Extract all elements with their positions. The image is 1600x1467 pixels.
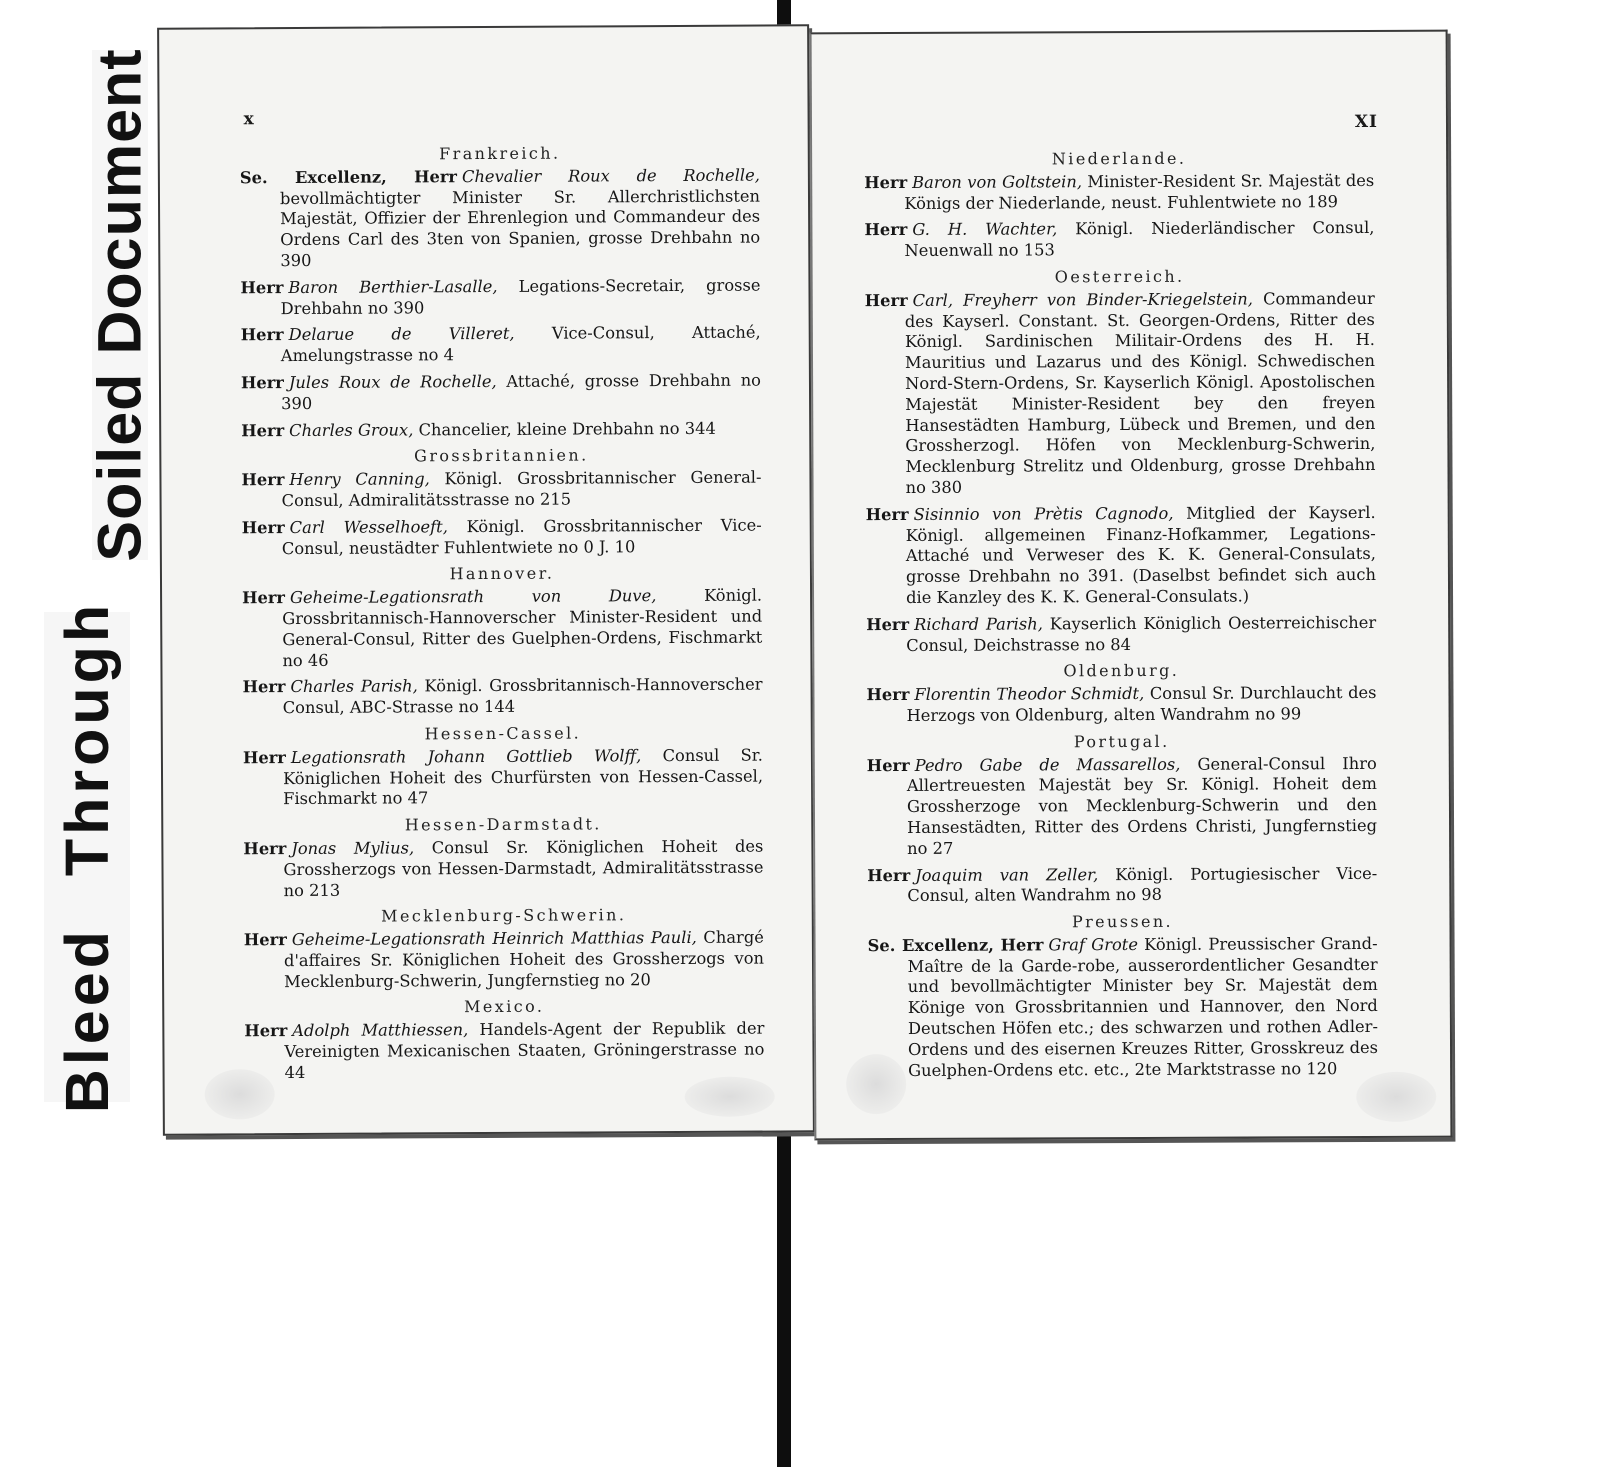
section-heading: Preussen. xyxy=(1071,911,1174,932)
directory-entry xyxy=(865,289,1376,499)
section-heading: Oesterreich. xyxy=(1054,266,1185,287)
left-page xyxy=(157,24,815,1135)
section-heading: Hessen-Darmstadt. xyxy=(404,814,602,835)
entry-name: Charles Parish, xyxy=(290,676,418,697)
directory-entry xyxy=(243,745,763,810)
entry-description: Mitglied der Kayserl. Königl. allgemeinen Finanz-Hofkammer, Legations-Attaché und Verweser des K. K. General-Consulats, grosse Drehbahn no 391. (Daselbst befindet sich auch die Kanzley des K. K. General-Consulats.) xyxy=(905,502,1376,607)
entry-description: Königl. Grossbritannisch-Hannoverscher Minister-Resident und General-Consul, Ritter des Guelphen-Ordens, Fischmarkt no 46 xyxy=(282,585,763,670)
directory-entry xyxy=(241,418,761,442)
entry-description: Consul Sr. Durchlaucht des Herzogs von Oldenburg, alten Wandrahm no 99 xyxy=(906,683,1377,725)
directory-entry xyxy=(866,613,1376,657)
section-heading: Portugal. xyxy=(1073,731,1170,751)
entry-name: Pedro Gabe de Massarellos, xyxy=(914,754,1181,775)
page-number: XI xyxy=(1354,111,1379,133)
right-page xyxy=(810,30,1453,1141)
entry-title: Herr xyxy=(866,685,910,705)
entry-title: Herr xyxy=(241,420,285,440)
directory-entry xyxy=(241,371,761,415)
entry-name: Jonas Mylius, xyxy=(291,838,415,858)
directory-entry xyxy=(242,586,762,672)
directory-entry xyxy=(240,275,760,319)
entry-name: Geheime-Legationsrath von Duve, xyxy=(289,586,657,608)
section-heading: Oldenburg. xyxy=(1063,661,1180,681)
directory-entry xyxy=(241,323,761,367)
entry-name: Adolph Matthiessen, xyxy=(292,1020,469,1041)
directory-entry xyxy=(243,836,763,901)
section-heading: Niederlande. xyxy=(1051,148,1187,169)
entry-title: Herr xyxy=(244,1021,288,1041)
entry-title: Herr xyxy=(243,930,287,950)
entry-title: Herr xyxy=(243,838,287,859)
entry-name: Delarue de Villeret, xyxy=(288,324,515,345)
entry-title: Herr xyxy=(241,470,285,490)
entry-name: Charles Groux, xyxy=(289,419,414,440)
soiled-document-text: Soiled Document xyxy=(86,48,154,562)
entry-name: Graf Grote xyxy=(1048,934,1138,955)
entry-description: Königl. Niederländischer Consul, Neuenwall no 153 xyxy=(904,218,1375,261)
entry-description: Chancelier, kleine Drehbahn no 344 xyxy=(418,418,716,439)
entry-description: Königl. Grossbritannisch-Hannoverscher Consul, ABC-Strasse no 144 xyxy=(282,674,763,718)
entry-description: Commandeur des Kayserl. Constant. St. Georgen-Ordens, Ritter des Königl. Sardinischen Militair-Ordens des H. H. Mauritius und Lazarus und des Königl. Schwedischen Nord-Stern-Ordens, Sr. Kayserlich Königl. Apostolischen Majestät Minister-Resident bey den freyen Hansestädten Hamburg, Lübeck und Bremen, und den Grossherzogl. Höfen von Mecklenburg-Schwerin, Mecklenburg Strelitz und Oldenburg, grosse Drehbahn no 380 xyxy=(904,288,1376,497)
entry-name: Richard Parish, xyxy=(914,614,1043,634)
entry-title: Herr xyxy=(864,290,908,310)
entry-title: Herr xyxy=(242,588,286,608)
entry-title: Herr xyxy=(866,614,910,634)
entry-description: Königl. Grossbritannischer General-Consul, Admiralitätsstrasse no 215 xyxy=(281,467,762,511)
directory-entry xyxy=(243,675,763,719)
entry-name: Chevalier Roux de Rochelle, xyxy=(461,165,760,186)
right-page-text xyxy=(864,148,1378,1088)
entry-description: bevollmächtigter Minister Sr. Allerchristlichsten Majestät, Offizier der Ehrenlegion und Commandeur des Ordens Carl des 3ten von Spanien, grosse Drehbahn no 390 xyxy=(279,186,761,271)
entry-name: Geheime-Legationsrath Heinrich Matthias Pauli, xyxy=(291,927,697,950)
entry-name: Joaquim van Zeller, xyxy=(915,864,1099,885)
entry-name: G. H. Wachter, xyxy=(912,219,1058,240)
section-heading: Grossbritannien. xyxy=(414,445,589,466)
entry-description: Consul Sr. Königlichen Hoheit des Grossherzogs von Hessen-Darmstadt, Admiralitätsstrasse no 213 xyxy=(283,836,764,900)
directory-entry xyxy=(866,683,1376,727)
section-heading: Frankreich. xyxy=(439,143,561,164)
entry-description: Attaché, grosse Drehbahn no 390 xyxy=(281,370,762,413)
soiled-document-label xyxy=(86,48,154,562)
entry-title: Herr xyxy=(240,373,284,393)
entry-title: Herr xyxy=(242,677,286,697)
directory-entry xyxy=(866,503,1376,609)
entry-description: Kayserlich Königlich Oesterreichischer Consul, Deichstrasse no 84 xyxy=(906,612,1377,655)
entry-name: Baron von Goltstein, xyxy=(912,172,1083,192)
entry-description: Königl. Portugiesischer Vice-Consul, alten Wandrahm no 98 xyxy=(907,863,1378,906)
section-heading: Hannover. xyxy=(449,563,555,584)
section-heading: Mecklenburg-Schwerin. xyxy=(381,905,627,926)
entry-description: Königl. Preussischer Grand-Maître de la Garde-robe, ausserordentlicher Gesandter und bevollmächtigter Minister bey Sr. Majestät dem Könige von Grossbritannien und Hannover, den Nord Deutschen Höfen etc.; des schwarzen und rothen Adler-Ordens und des eisernen Kreuzes Ritter, Grosskreuz des Guelphen-Ordens etc. etc., 2te Marktstrasse no 120 xyxy=(907,933,1379,1080)
directory-entry xyxy=(864,218,1374,262)
section-heading: Mexico. xyxy=(464,997,545,1017)
entry-description: Chargé d'affaires Sr. Königlichen Hoheit des Grossherzogs von Mecklenburg-Schwerin, Jungfernstieg no 20 xyxy=(283,927,765,991)
entry-name: Jules Roux de Rochelle, xyxy=(288,371,497,392)
directory-entry xyxy=(244,928,764,993)
entry-name: Legationsrath Johann Gottlieb Wolff, xyxy=(290,745,642,767)
entry-title: Herr xyxy=(240,277,284,298)
directory-entry xyxy=(864,171,1374,215)
directory-entry xyxy=(244,1019,764,1084)
directory-entry xyxy=(867,753,1377,859)
directory-entry xyxy=(240,165,761,272)
directory-entry xyxy=(241,468,761,512)
entry-description: Königl. Grossbritannischer Vice-Consul, neustädter Fuhlentwiete no 0 J. 10 xyxy=(281,515,762,558)
entry-name: Florentin Theodor Schmidt, xyxy=(914,684,1145,705)
entry-title: Herr xyxy=(866,755,910,775)
entry-description: Handels-Agent der Republik der Vereinigten Mexicanischen Staaten, Gröningerstrasse no 44 xyxy=(284,1018,765,1082)
entry-name: Henry Canning, xyxy=(289,469,430,490)
directory-entry xyxy=(242,515,762,559)
entry-title: Herr xyxy=(242,747,286,767)
entry-description: Minister-Resident Sr. Majestät des Königs der Niederlande, neust. Fuhlentwiete no 189 xyxy=(904,170,1375,213)
entry-description: Consul Sr. Königlichen Hoheit des Churfürsten von Hessen-Cassel, Fischmarkt no 47 xyxy=(282,745,764,809)
entry-title: Herr xyxy=(865,504,909,524)
entry-name: Carl, Freyherr von Binder-Kriegelstein, xyxy=(912,289,1253,310)
left-page-text xyxy=(240,143,765,1090)
bleed-through-text: Bleed Through xyxy=(53,600,121,1114)
entry-description: General-Consul Ihro Allertreuesten Majestät bey Sr. Königl. Hoheit dem Grossherzoge von Mecklenburg-Schwerin und den Hansestädten, Ritter des Ordens Christi, Jungfernstieg no 27 xyxy=(906,753,1378,858)
entry-description: Vice-Consul, Attaché, Amelungstrasse no 4 xyxy=(280,322,761,366)
entry-title: Se. Excellenz, Herr xyxy=(239,166,458,188)
entry-title: Herr xyxy=(240,325,284,345)
directory-entry xyxy=(868,934,1379,1082)
entry-title: Se. Excellenz, Herr xyxy=(867,935,1044,956)
entry-title: Herr xyxy=(867,865,911,885)
entry-name: Baron Berthier-Lasalle, xyxy=(288,276,498,297)
spine-shadow-bottom xyxy=(777,1130,791,1467)
entry-title: Herr xyxy=(241,517,285,538)
bleed-through-label xyxy=(44,600,130,1114)
directory-entry xyxy=(867,863,1377,907)
section-heading: Hessen-Cassel. xyxy=(424,723,582,744)
entry-title: Herr xyxy=(864,220,908,240)
entry-name: Sisinnio von Prètis Cagnodo, xyxy=(913,503,1174,524)
page-number: x xyxy=(243,109,255,130)
entry-name: Carl Wesselhoeft, xyxy=(289,516,448,537)
entry-title: Herr xyxy=(864,172,908,192)
entry-description: Legations-Secretair, grosse Drehbahn no 390 xyxy=(280,275,761,318)
